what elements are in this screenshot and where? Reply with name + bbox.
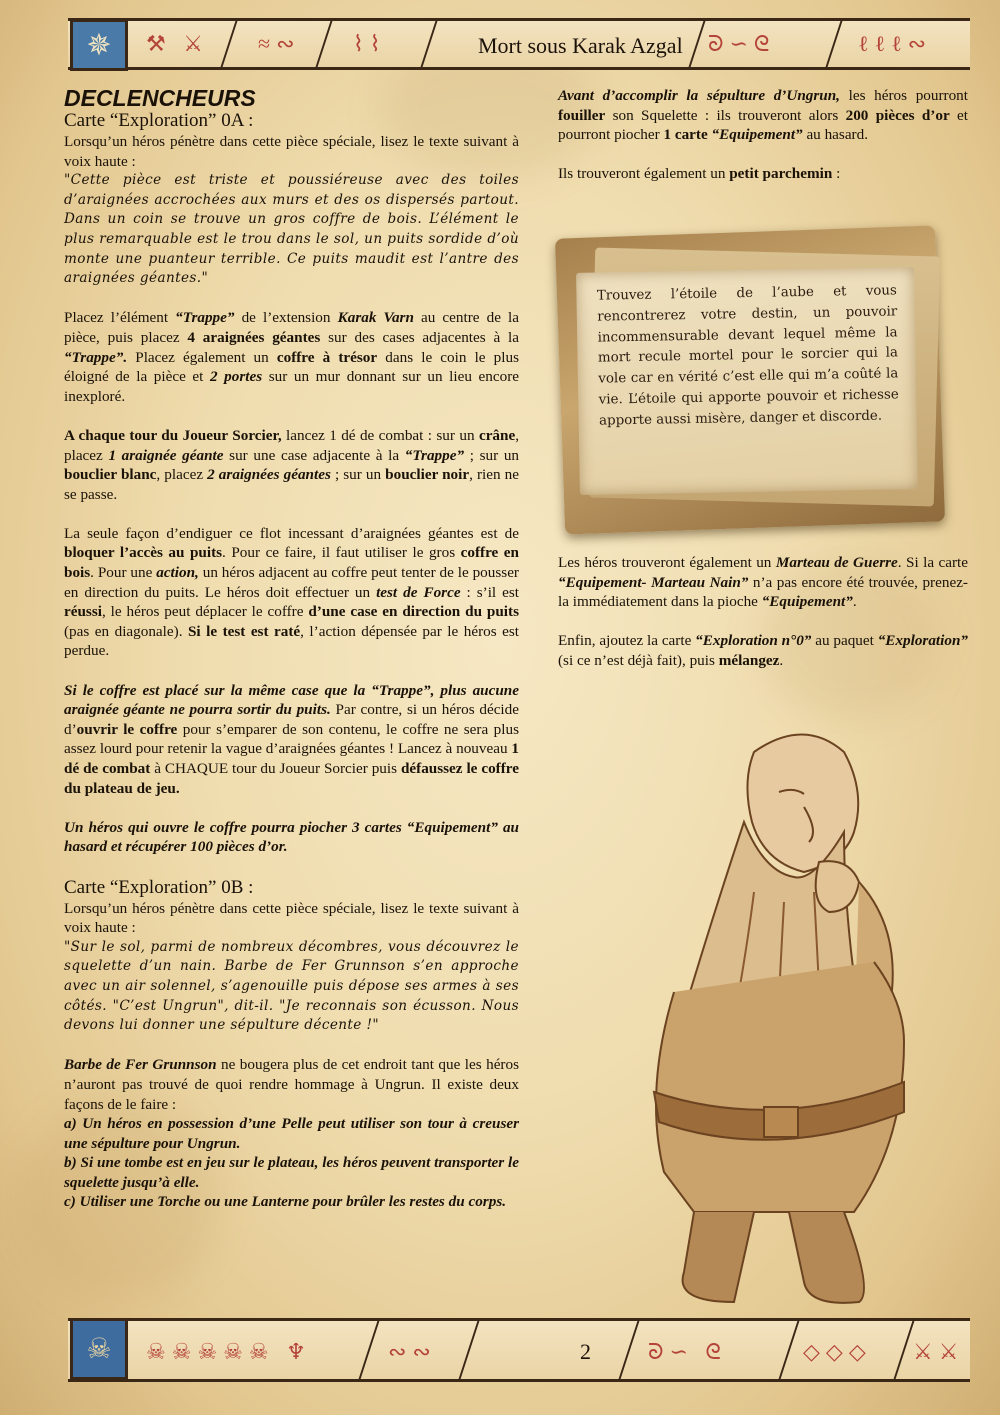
placement-paragraph: Placez l’élément “Trappe” de l’extension Karak Varn au centre de la pièce, puis placez 4 araignées géantes sur des cases adjacentes à la “Trappe”. Placez également un coffre à trésor dans le coin le plus éloigné de la pièce et 2 portes sur un mur donnant sur un lieu encore inexploré. (64, 309, 520, 405)
option-b: b) Si une tombe est en jeu sur le plateau, les héros peuvent transporter le squelette jusqu’à elle. (64, 1154, 519, 1191)
dragon-ornament-icon: ᘐ∽ ᘓ (648, 1339, 727, 1364)
skull-icon: ☠ (70, 1318, 128, 1380)
page-number: 2 (580, 1339, 591, 1364)
axe-ornament-icon: ⚒ ⚔ (146, 31, 209, 56)
open-chest-paragraph: Un héros qui ouvre le coffre pourra piocher 3 cartes “Equipement” au hasard et récupérer 100 pièces d’or. (64, 818, 519, 856)
compass-star-icon: ✵ (70, 19, 128, 71)
swirl-ornament-icon: ᘐ∽ᘓ (708, 31, 776, 56)
banner-divider (316, 21, 333, 67)
banner-divider (459, 1321, 480, 1379)
barbe-paragraph: Barbe de Fer Grunnson ne bougera plus de cet endroit tant que les héros n’auront pas trouvé de quoi rendre hommage à Ungrun. Il existe deux façons de le faire : (64, 1056, 519, 1113)
dragon-ornament-icon: ≈∾ (258, 31, 301, 56)
banner-divider (689, 21, 706, 67)
option-c: c) Utiliser une Torche ou une Lanterne pour brûler les restes du corps. (64, 1193, 507, 1211)
diamond-ornament-icon: ◇◇◇ (803, 1339, 872, 1364)
right-column-lower (558, 553, 968, 690)
scroll-text: Trouvez l’étoile de l’aube et vous rencontrerez votre destin, un pouvoir incommensurable devant lequel même la mort recule mortel pour le sorcier qui la vole car en vérité c’est elle qui m’a coûté la vie. L’étoile qui apporte pouvoir et richesse apporte aussi misère, danger et discorde. (596, 283, 899, 429)
weapons-ornament-icon: ⚔⚔ (913, 1339, 965, 1364)
banner-divider (359, 1321, 380, 1379)
right-column (558, 86, 968, 204)
banner-divider (619, 1321, 640, 1379)
banner-divider (826, 21, 843, 67)
header-banner (68, 18, 970, 70)
dwarf-illustration-icon (604, 712, 934, 1312)
ornament-icon: ⌇⌇ (353, 31, 387, 56)
banner-divider (894, 1321, 915, 1379)
banner-divider (779, 1321, 800, 1379)
hammer-paragraph: Les héros trouveront également un Marteau de Guerre. Si la carte “Equipement- Marteau Nain” n’a pas encore été trouvée, prenez-la immédiatement dans la pioche “Equipement”. (558, 554, 968, 611)
card-0b-quote: "Sur le sol, parmi de nombreux décombres, vous découvrez le squelette d’un nain. Barbe de Fer Grunnson s’en approche avec un air solennel, s’agenouille puis dépose ses armes à ses côtés. "C’est Ungrun", dit-il. "Je reconnais son écusson. Nous devons lui donner une sépulture décente !" (64, 938, 519, 1034)
card-0b-intro: Lorsqu’un héros pénètre dans cette pièce spéciale, lisez le texte suivant à voix haute : (64, 899, 519, 937)
banner-divider (421, 21, 438, 67)
section-title: DECLENCHEURS (64, 85, 256, 111)
final-paragraph: Enfin, ajoutez la carte “Exploration n°0” au paquet “Exploration” (si ce n’est déjà fait), puis mélangez. (558, 632, 968, 669)
footer-banner (68, 1318, 970, 1382)
skulls-ornament-icon: ☠☠☠☠☠ ♆ (146, 1339, 312, 1364)
card-0a-title: Carte “Exploration” 0A : (64, 110, 254, 131)
swirl-ornament-icon: ℓℓℓ∾ (858, 31, 933, 56)
parchment-scroll (552, 222, 947, 542)
chest-paragraph: Si le coffre est placé sur la même case que la “Trappe”, plus aucune araignée géante ne pourra sortir du puits. Par contre, si un héros décide d’ouvrir le coffre pour s’emparer de son contenu, le coffre ne sera plus assez lourd pour retenir la vague d’araignées géantes ! Lancez à nouveau 1 dé de combat à CHAQUE tour du Joueur Sorcier puis défaussez le coffre du plateau de jeu. (64, 681, 519, 797)
card-0a-quote: "Cette pièce est triste et poussiéreuse avec des toiles d’araignées accrochées aux murs et des os dispersés partout. Dans un coin se trouve un gros coffre de bois. L’élément le plus remarquable est le trou dans le sol, un puits sordide d’où monte une puanteur terrible. Ce puits maudit est l’antre des araignées géantes." (64, 172, 519, 287)
card-0b-title: Carte “Exploration” 0B : (64, 876, 254, 898)
turn-paragraph: A chaque tour du Joueur Sorcier, lancez 1 dé de combat : sur un crâne, placez 1 araignée géante sur une case adjacente à la “Trappe” ; sur un bouclier blanc, placez 2 araignées géantes ; sur un bouclier noir, rien ne se passe. (64, 426, 520, 503)
card-0a-intro: Lorsqu’un héros pénètre dans cette pièce spéciale, lisez le texte suivant à voix haute : (64, 133, 519, 170)
banner-divider (221, 21, 238, 67)
ornament-icon: ∾∾ (388, 1339, 437, 1364)
left-column (64, 86, 519, 1212)
blocking-paragraph: La seule façon d’endiguer ce flot incessant d’araignées géantes est de bloquer l’accès au puits. Pour ce faire, il faut utiliser le gros coffre en bois. Pour une action, un héros adjacent au coffre peut tenter de le pousser en direction du puits. Le héros doit effectuer un test de Force : s’il est réussi, le héros peut déplacer le coffre d’une case en direction du puits (pas en diagonale). Si le test est raté, l’action dépensée par le héros est perdue. (64, 524, 519, 660)
header-title: Mort sous Karak Azgal (478, 33, 683, 58)
burial-paragraph: Avant d’accomplir la sépulture d’Ungrun, les héros pourront fouiller son Squelette : ils trouveront alors 200 pièces d’or et pourront piocher 1 carte “Equipement” au hasard. (558, 87, 969, 144)
option-a: a) Un héros en possession d’une Pelle peut utiliser son tour à creuser une sépulture pour Ungrun. (64, 1115, 519, 1152)
parchment-intro: Ils trouveront également un petit parchemin : (558, 165, 841, 183)
